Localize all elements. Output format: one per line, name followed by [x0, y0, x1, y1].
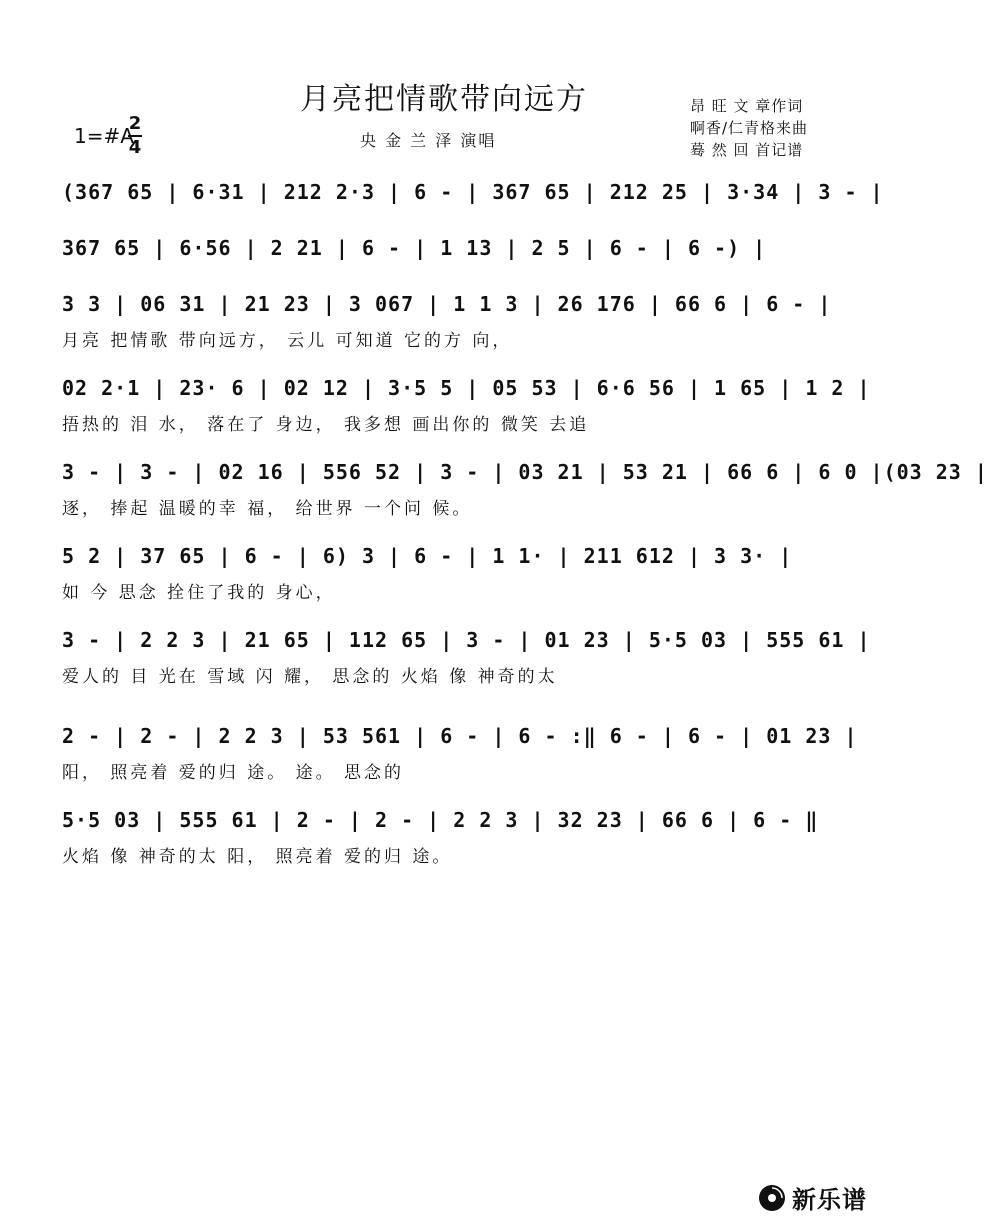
song-title: 月亮把情歌带向远方	[300, 82, 588, 117]
composer-credit: 啊香/仁青格来曲	[690, 119, 809, 137]
key-signature: 1=#A	[74, 124, 134, 148]
notation-row-2: 367 65 | 6·56 | 2 21 | 6 - | 1 13 | 2 5 | 6 - | 6 -) |	[62, 236, 767, 260]
lyrics-row-3: 月亮 把情歌 带向远方， 云儿 可知道 它的方 向，	[62, 331, 513, 351]
singer-credit: 央 金 兰 泽 演唱	[360, 131, 497, 150]
lyrics-row-4: 捂热的 泪 水， 落在了 身边， 我多想 画出你的 微笑 去追	[62, 415, 590, 435]
notation-row-6: 5 2 | 37 65 | 6 - | 6) 3 | 6 - | 1 1· | 211 612 | 3 3· |	[62, 544, 793, 568]
notation-row-8: 2 - | 2 - | 2 2 3 | 53 561 | 6 - | 6 - :‖ 6 - | 6 - | 01 23 |	[62, 724, 858, 748]
notation-row-7: 3 - | 2 2 3 | 21 65 | 112 65 | 3 - | 01 23 | 5·5 03 | 555 61 |	[62, 628, 871, 652]
site-logo	[758, 1180, 867, 1215]
notation-row-9: 5·5 03 | 555 61 | 2 - | 2 - | 2 2 3 | 32 23 | 66 6 | 6 - ‖	[62, 808, 819, 832]
music-disc-icon	[758, 1184, 786, 1212]
lyrics-row-7: 爱人的 目 光在 雪域 闪 耀， 思念的 火焰 像 神奇的太	[62, 667, 558, 687]
time-signature-top: 2	[128, 113, 142, 134]
time-signature-bottom: 4	[128, 137, 142, 158]
notation-row-5: 3 - | 3 - | 02 16 | 556 52 | 3 - | 03 21 | 53 21 | 66 6 | 6 0 |(03 23 |	[62, 460, 988, 484]
lyrics-row-8: 阳， 照亮着 爱的归 途。 途。 思念的	[62, 763, 405, 783]
notation-row-1: (367 65 | 6·31 | 212 2·3 | 6 - | 367 65 | 212 25 | 3·34 | 3 - |	[62, 180, 884, 204]
logo-text: 新乐谱	[792, 1186, 867, 1214]
notation-row-4: 02 2·1 | 23· 6 | 02 12 | 3·5 5 | 05 53 | 6·6 56 | 1 65 | 1 2 |	[62, 376, 871, 400]
lyrics-row-6: 如 今 思念 拴住了我的 身心，	[62, 583, 336, 603]
transcriber-credit: 蓦 然 回 首记谱	[690, 141, 804, 159]
lyricist-credit: 昂 旺 文 章作词	[690, 97, 804, 115]
notation-row-3: 3 3 | 06 31 | 21 23 | 3 067 | 1 1 3 | 26 176 | 66 6 | 6 - |	[62, 292, 832, 316]
lyrics-row-5: 逐， 捧起 温暖的幸 福， 给世界 一个问 候。	[62, 499, 473, 519]
lyrics-row-9: 火焰 像 神奇的太 阳， 照亮着 爱的归 途。	[62, 847, 453, 867]
time-signature	[128, 114, 142, 158]
